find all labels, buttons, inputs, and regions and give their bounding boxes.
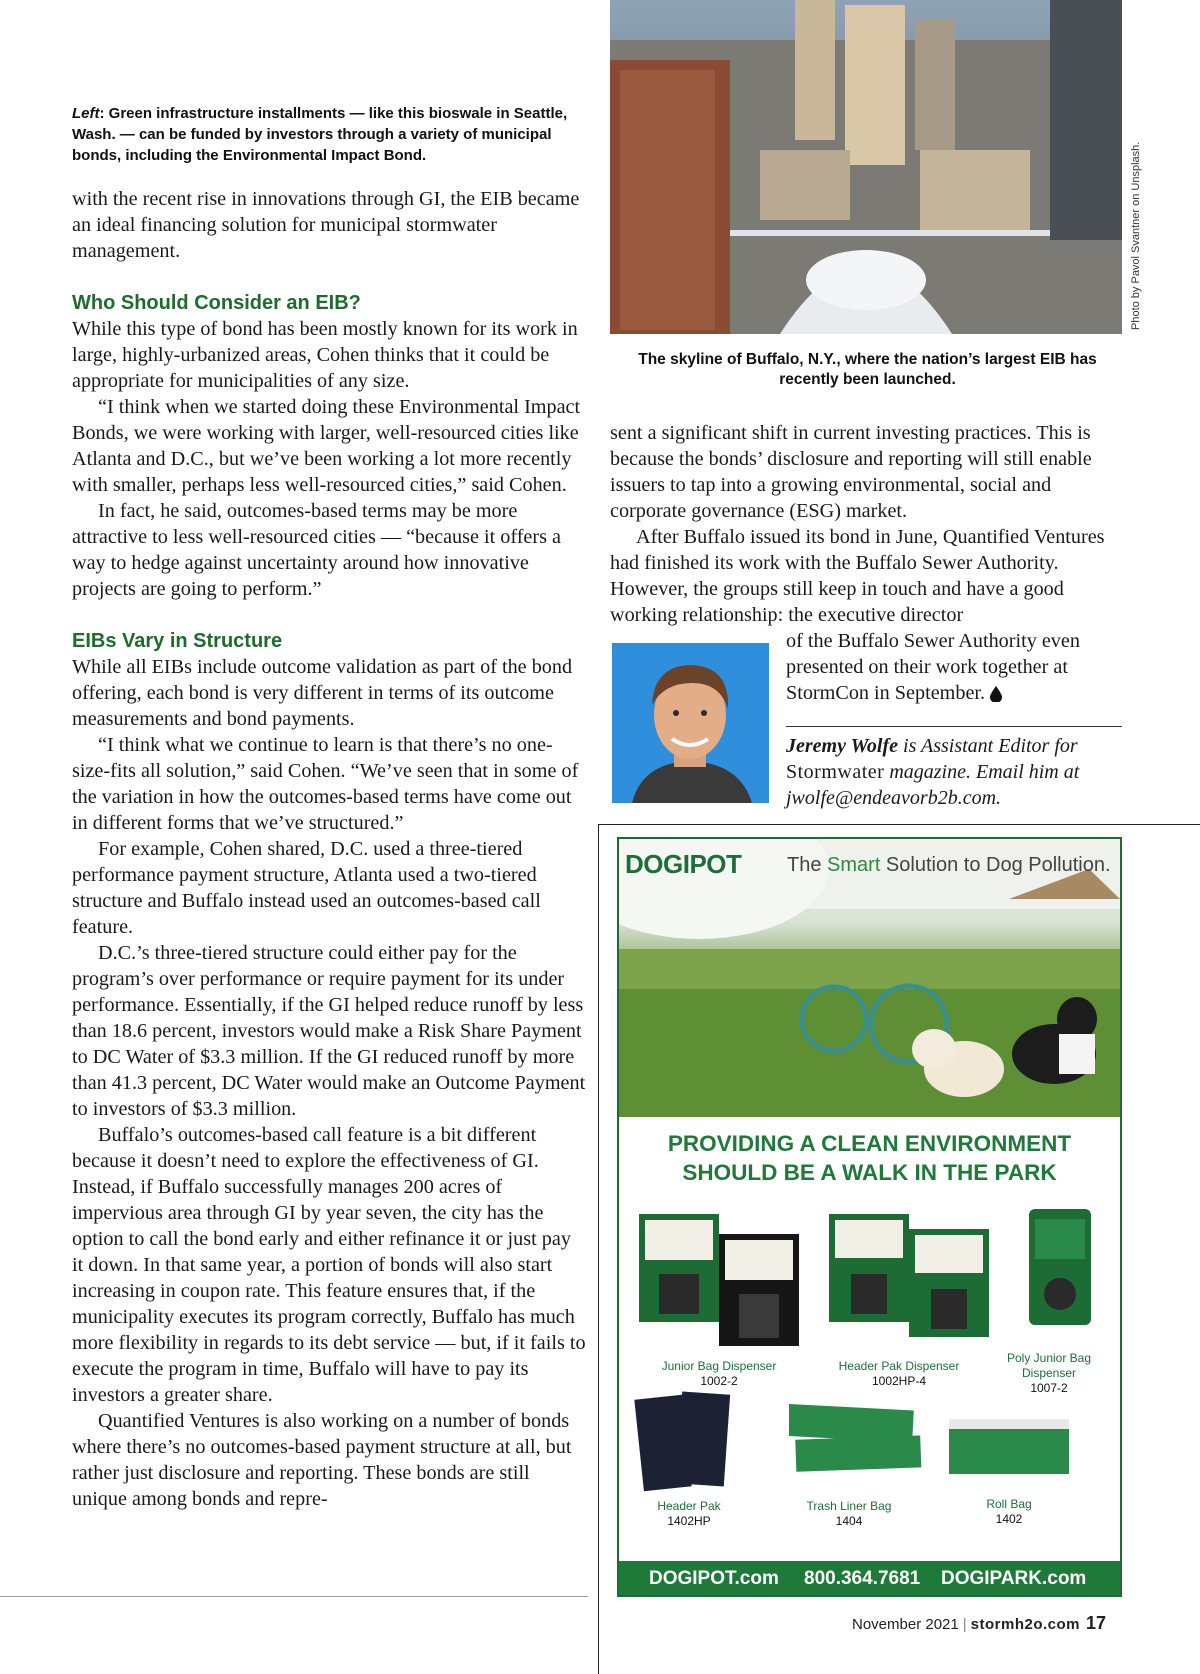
article-column-right bbox=[610, 420, 1110, 628]
paragraph: Quantified Ventures is also working on a number of bonds where there’s no outcomes-based payment structure at all, but rather just disclosure and reporting. These bonds are still unique among bonds and repre- bbox=[72, 1410, 572, 1510]
paragraph: sent a significant shift in current investing practices. This is because the bonds’ disclosure and reporting will still enable issuers to tap into a growing environmental, social and corporate governance (ESG) market. bbox=[610, 422, 1092, 522]
ad-link-dogipark[interactable]: DOGIPARK.com bbox=[941, 1568, 1087, 1589]
paragraph: of the Buffalo Sewer Authority even presented on their work together at StormCon in September. bbox=[786, 630, 1080, 704]
paragraph: “I think what we continue to learn is that there’s no one-size-fits all solution,” said Cohen. “We’ve seen that in some of the variation in how the outcomes-based terms have come out in different forms that we’ve structured.” bbox=[72, 734, 579, 834]
paragraph: For example, Cohen shared, D.C. used a three-tiered performance payment structure, Atlanta used a two-tiered structure and Buffalo instead used an outcomes-based call feature. bbox=[72, 838, 541, 938]
product-junior-bag-dispenser: Junior Bag Dispenser 1002-2 bbox=[661, 1359, 777, 1388]
header-pak-dispenser-image bbox=[829, 1214, 914, 1324]
section-heading: EIBs Vary in Structure bbox=[72, 630, 283, 652]
ad-tagline: The Smart Solution to Dog Pollution. bbox=[787, 854, 1111, 876]
page-folio: November 2021 | stormh2o.com 17 bbox=[852, 1613, 1107, 1633]
product-header-pak-dispenser: Header Pak Dispenser 1002HP-4 bbox=[838, 1359, 960, 1388]
photo-caption-left: Left: Green infrastructure installments — like this bioswale in Seattle, Wash. — can be funded by investors through a variety of municipal bonds, including the Environmental Impact Bond. bbox=[72, 105, 568, 164]
page-number: 17 bbox=[1086, 1613, 1107, 1633]
product-trash-liner-bag: Trash Liner Bag 1404 bbox=[806, 1499, 892, 1528]
bio-divider bbox=[786, 726, 1122, 727]
author-bio: Jeremy Wolfe is Assistant Editor for Stormwater magazine. Email him at jwolfe@endeavorb2b.com. bbox=[786, 735, 1080, 809]
product-poly-junior-bag-dispenser: Poly Junior Bag Dispenser 1007-2 bbox=[1006, 1351, 1092, 1395]
product-header-pak: Header Pak 1402HP bbox=[657, 1499, 721, 1528]
section-heading: Who Should Consider an EIB? bbox=[72, 292, 361, 314]
paragraph: While this type of bond has been mostly known for its work in large, highly-urbanized areas, Cohen thinks that it could be appropriate for municipalities of any size. bbox=[72, 318, 578, 392]
photo-credit: Photo by Pavol Svantner on Unsplash. bbox=[1130, 141, 1142, 330]
paragraph: In fact, he said, outcomes-based terms may be more attractive to less well-resourced cities — “because it offers a way to hedge against uncertainty around how innovative projects are going to perform.” bbox=[72, 500, 561, 600]
ad-phone[interactable]: 800.364.7681 bbox=[804, 1568, 921, 1589]
column-bottom-rule bbox=[0, 1596, 588, 1597]
paragraph: with the recent rise in innovations through GI, the EIB became an ideal financing solution for municipal stormwater management. bbox=[72, 188, 580, 262]
ad-link-dogipot[interactable]: DOGIPOT.com bbox=[649, 1568, 779, 1589]
author-headshot bbox=[612, 643, 769, 803]
trash-liner-bag-image bbox=[789, 1404, 924, 1484]
paragraph: “I think when we started doing these Environmental Impact Bonds, we were working with larger, well-resourced cities like Atlanta and D.C., but we’ve been working a lot more recently with smaller, perhaps less well-resourced cities,” said Cohen. bbox=[72, 396, 581, 496]
paragraph: D.C.’s three-tiered structure could either pay for the program’s over performance or require payment for its under performance. Essentially, if the GI helped reduce runoff by less than 18.6 percent, investors would make a Risk Share Payment to DC Water of $3.3 million. If the GI reduced runoff by more than 41.3 percent, DC Water would make an Outcome Payment to investors of $3.3 million. bbox=[72, 942, 586, 1120]
buffalo-skyline-photo bbox=[610, 0, 1122, 334]
ad-frame-top bbox=[598, 824, 1200, 825]
header-pak-dispenser-image-2 bbox=[909, 1229, 994, 1339]
photo-caption-right: The skyline of Buffalo, N.Y., where the nation’s largest EIB has recently been launched. bbox=[638, 351, 1097, 388]
dogipot-advertisement[interactable] bbox=[617, 837, 1122, 1597]
paragraph: Buffalo’s outcomes-based call feature is a bit different because it doesn’t need to explore the effectiveness of GI. Instead, if Buffalo successfully manages 200 acres of impervious area through GI by year seven, the city has the option to call the bond early and either refinance it or just pay it down. In that same year, a portion of bonds will also start increasing in coupon rate. This feature ensures that, if the municipality executes its program correctly, Buffalo has much more flexibility in regards to its debt service — but, if it fails to execute the program in time, Buffalo will have to pay its investors a greater share. bbox=[72, 1124, 586, 1406]
ad-frame-side bbox=[598, 824, 599, 1674]
product-roll-bag: Roll Bag 1402 bbox=[986, 1497, 1032, 1526]
junior-bag-dispenser-image-2 bbox=[719, 1234, 809, 1349]
poly-junior-bag-dispenser-image bbox=[1019, 1209, 1099, 1329]
article-column-left bbox=[72, 186, 587, 1512]
ad-footer bbox=[619, 1561, 1120, 1597]
ad-hero-image bbox=[619, 839, 1120, 1117]
roll-bag-image bbox=[949, 1411, 1074, 1481]
paragraph: After Buffalo issued its bond in June, Quantified Ventures had finished its work with the Buffalo Sewer Authority. However, the groups still keep in touch and have a good working relationship: the executive director bbox=[610, 526, 1105, 626]
header-pak-image bbox=[634, 1389, 744, 1494]
ad-headline: PROVIDING A CLEAN ENVIRONMENT SHOULD BE A WALK IN THE PARK bbox=[667, 1131, 1072, 1185]
end-mark-icon bbox=[990, 686, 1002, 702]
junior-bag-dispenser-image bbox=[639, 1214, 729, 1324]
paragraph: While all EIBs include outcome validation as part of the bond offering, each bond is very different in terms of its outcome measurements and bond payments. bbox=[72, 656, 573, 730]
article-column-right-end bbox=[786, 628, 1122, 706]
dogipot-logo: DOGIPOT bbox=[625, 849, 742, 879]
